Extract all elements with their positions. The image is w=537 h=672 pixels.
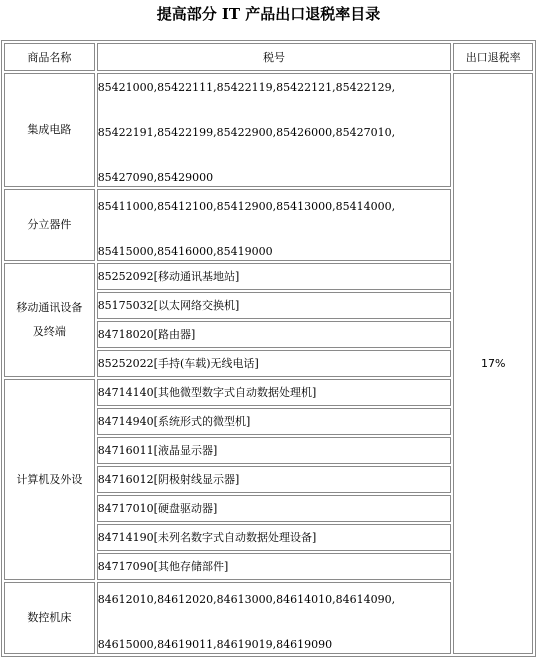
header-row [4,43,533,71]
list-item: 84717090[其他存储部件] [97,553,452,580]
list-item: 84714190[未列名数字式自动数据处理设备] [97,524,452,551]
list-item: 85175032[以太网络交换机] [97,292,452,319]
header-product-name: 商品名称 [4,43,95,71]
category-computers-peripherals: 计算机及外设 [4,379,95,580]
tax-rebate-table [1,40,536,657]
list-item: 84714940[系统形式的微型机] [97,408,452,435]
list-item: 84717010[硬盘驱动器] [97,495,452,522]
table-row [4,73,533,187]
list-item: 84714140[其他微型数字式自动数据处理机] [97,379,452,406]
code-line: 85427090,85429000 [97,171,214,184]
category-name-line2: 及终端 [32,325,66,338]
codes-cnc-machine-tools [97,582,452,654]
header-rebate-rate: 出口退税率 [453,43,533,71]
code-line: 85421000,85422111,85422119,85422121,85422129, [97,81,396,94]
list-item: 85252022[手持(车载)无线电话] [97,350,452,377]
rebate-rate-value: 17% [453,73,533,654]
codes-integrated-circuits [97,73,452,187]
category-mobile-communication [4,263,95,377]
list-item: 85252092[移动通讯基地站] [97,263,452,290]
header-tax-code: 税号 [97,43,452,71]
category-discrete-devices: 分立器件 [4,189,95,261]
code-line: 85411000,85412100,85412900,85413000,85414000, [97,199,396,213]
category-name-line1: 移动通讯设备 [16,301,83,314]
code-line: 84612010,84612020,84613000,84614010,84614090, [97,592,396,606]
code-line: 85415000,85416000,85419000 [97,244,273,258]
code-line: 85422191,85422199,85422900,85426000,85427010, [97,126,396,139]
code-line: 84615000,84619011,84619019,84619090 [97,637,333,651]
codes-discrete-devices [97,189,452,261]
list-item: 84716011[液晶显示器] [97,437,452,464]
category-cnc-machine-tools: 数控机床 [4,582,95,654]
list-item: 84718020[路由器] [97,321,452,348]
category-integrated-circuits: 集成电路 [4,73,95,187]
page-title: 提高部分 IT 产品出口退税率目录 [156,5,381,23]
list-item: 84716012[阴极射线显示器] [97,466,452,493]
